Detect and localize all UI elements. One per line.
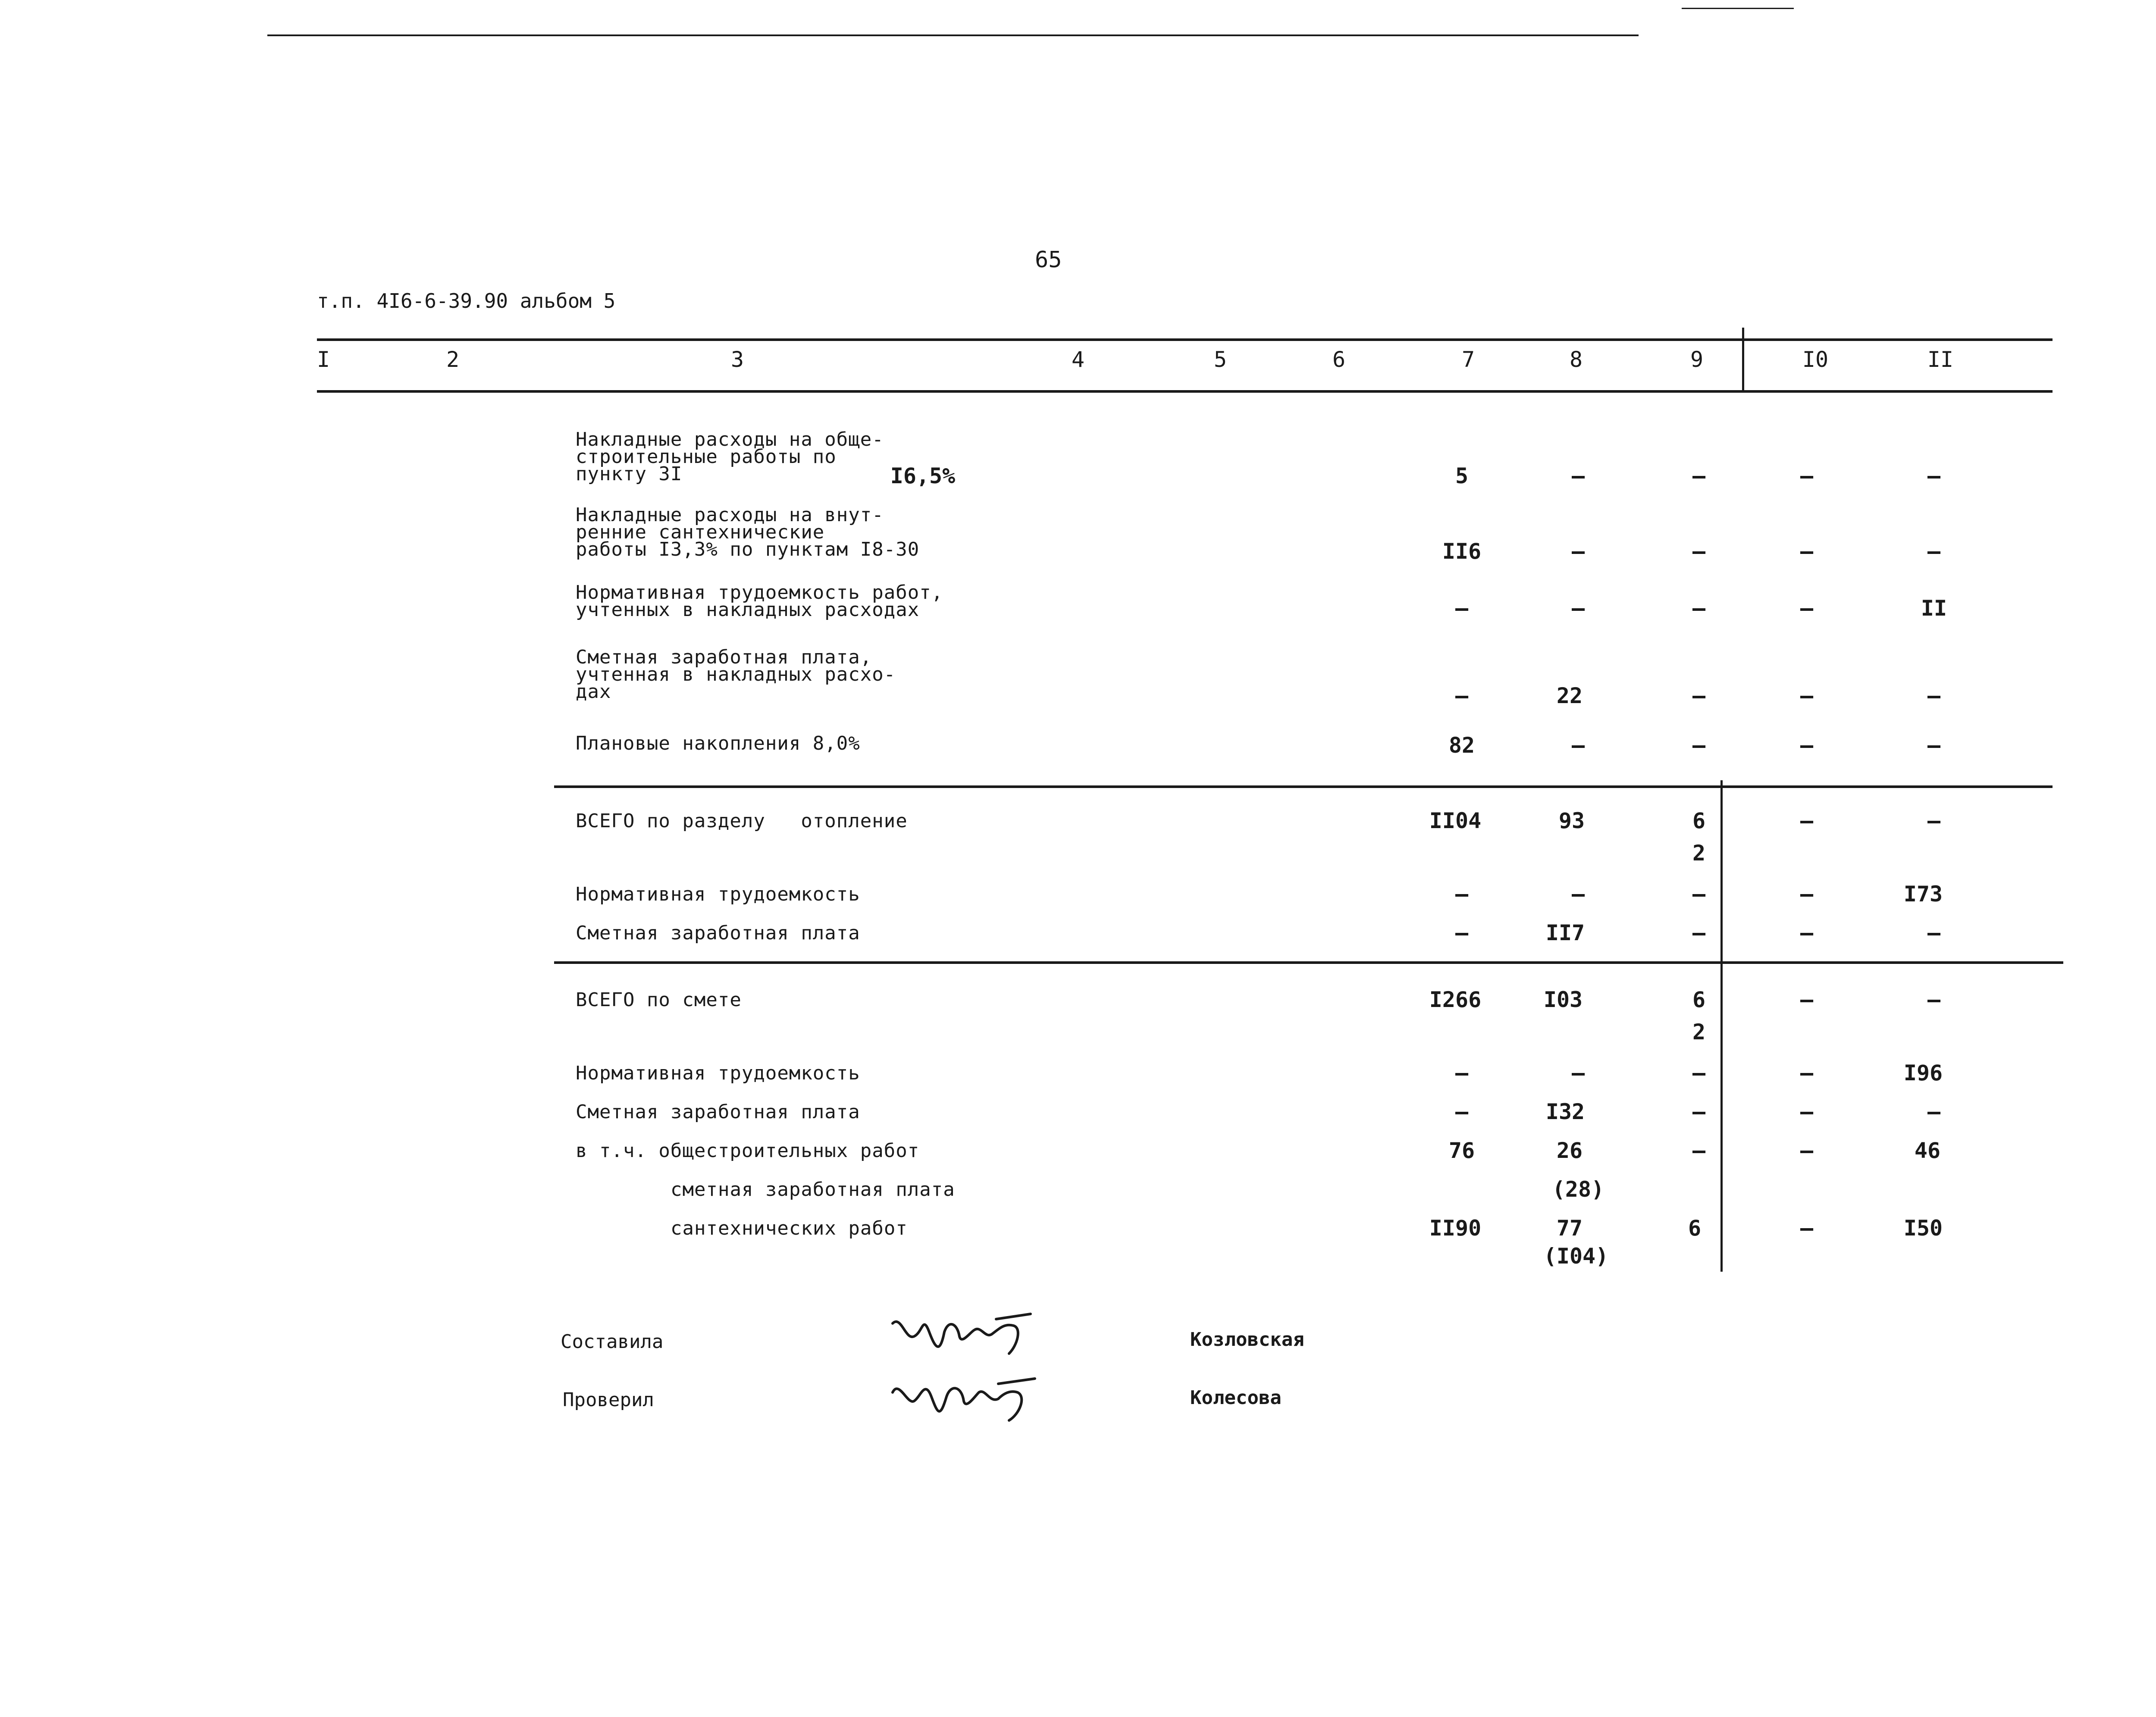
cell-c10: – [1800,683,1814,708]
cell-c7: I266 [1429,987,1482,1012]
cell-c10: – [1800,463,1814,488]
cell-c10: – [1800,1060,1814,1085]
composed-by-name: Козловская [1190,1329,1304,1351]
cell-c8: – [1571,463,1585,488]
cell-c8: I32 [1545,1099,1585,1124]
cell-c9: – [1692,539,1706,564]
row-label: Сметная заработная плата, учтенная в накладных расхо- дах [576,646,896,703]
row-label: Сметная заработная плата [576,1101,860,1123]
top-rule [267,34,1639,36]
row-label: Накладные расходы на обще- строительные работы по пункту 3I [576,428,884,485]
row-label: Сметная заработная плата [576,922,860,944]
cell-c9-second: 2 [1692,1020,1706,1045]
row-label-indented: сметная заработная плата [671,1179,955,1201]
cell-c7: – [1455,683,1469,708]
composed-by-label: Составила [561,1331,664,1353]
cell-c10: – [1800,733,1814,758]
cell-c8-second: (I04) [1543,1244,1609,1269]
section-rule-2 [554,961,2063,964]
cell-c7: – [1455,882,1469,907]
cell-c9: – [1692,733,1706,758]
cell-c7: 5 [1455,463,1469,488]
row-label: Нормативная трудоемкость [576,883,860,905]
col-header-3: 3 [730,347,744,372]
cell-c9: – [1692,1060,1706,1085]
cell-c11: – [1927,463,1941,488]
cell-c7: – [1455,1060,1469,1085]
checked-by-label: Проверил [563,1389,654,1411]
cell-c11: I96 [1903,1060,1943,1085]
cell-c7: II90 [1429,1216,1482,1241]
cell-c9: 6 [1692,987,1706,1012]
cell-c8: – [1571,1060,1585,1085]
cell-c11: I73 [1903,882,1943,907]
cell-c10: – [1800,596,1814,621]
row-label: Накладные расходы на внут- ренние сантехнические работы I3,3% по пунктам I8-30 [576,504,920,560]
col-header-6: 6 [1332,347,1346,372]
cell-c7: – [1455,1099,1469,1124]
cell-c8: 22 [1556,683,1583,708]
cell-c9: 6 [1692,808,1706,833]
cell-c8: – [1571,882,1585,907]
row-label: ВСЕГО по смете [576,989,742,1011]
row-label: Нормативная трудоемкость работ, учтенных в накладных расходах [576,582,943,621]
cell-c8: I03 [1543,987,1583,1012]
row-label: ВСЕГО по разделу отопление [576,810,908,832]
cell-c11: – [1927,987,1941,1012]
col-header-8: 8 [1569,347,1583,372]
cell-c9: – [1692,920,1706,945]
cell-c11: – [1927,683,1941,708]
cell-c10: – [1800,539,1814,564]
col-header-2: 2 [446,347,460,372]
col-header-1: I [317,347,330,372]
cell-c9: 6 [1688,1216,1702,1241]
row-rate: I6,5% [890,463,956,488]
cell-c11: – [1927,1099,1941,1124]
col-header-9: 9 [1690,347,1704,372]
table-header-bottom-rule [317,390,2053,393]
cell-c7: – [1455,920,1469,945]
signature-checked [888,1367,1044,1427]
col-header-7: 7 [1461,347,1475,372]
cell-c9: – [1692,1099,1706,1124]
cell-c7: 82 [1448,733,1475,758]
col-header-11: II [1927,347,1954,372]
cell-c10: – [1800,987,1814,1012]
cell-c11: – [1927,808,1941,833]
cell-c9: – [1692,596,1706,621]
row-label: Нормативная трудоемкость [576,1062,860,1084]
checked-by-name: Колесова [1190,1387,1282,1409]
row-label-indented: сантехнических работ [671,1217,908,1239]
col-header-5: 5 [1213,347,1227,372]
cell-c8: 26 [1556,1138,1583,1163]
cell-c11: – [1927,539,1941,564]
cell-c7: II6 [1442,539,1482,564]
row-label: Плановые накопления 8,0% [576,732,860,754]
cell-c8: (28) [1552,1177,1604,1202]
cell-c7: II04 [1429,808,1482,833]
cell-c7: – [1455,596,1469,621]
cell-c9: – [1692,882,1706,907]
cell-c9: – [1692,1138,1706,1163]
cell-c10: – [1800,1216,1814,1241]
cell-c10: – [1800,1099,1814,1124]
cell-c9-second: 2 [1692,841,1706,866]
cell-c8: II7 [1545,920,1585,945]
cell-c8: – [1571,596,1585,621]
cell-c11: 46 [1914,1138,1941,1163]
cell-c8: – [1571,539,1585,564]
cell-c10: – [1800,882,1814,907]
cell-c10: – [1800,1138,1814,1163]
top-rule-right [1682,8,1794,9]
doc-reference: т.п. 4I6-6-39.90 альбом 5 [317,289,616,313]
table-header-top-rule [317,338,2053,341]
cell-c8: – [1571,733,1585,758]
cell-c11: – [1927,920,1941,945]
cell-c10: – [1800,920,1814,945]
cell-c9: – [1692,683,1706,708]
page-number: 65 [1035,247,1062,273]
col-header-4: 4 [1071,347,1085,372]
cell-c9: – [1692,463,1706,488]
cell-c10: – [1800,808,1814,833]
section-rule-1 [554,785,2053,788]
cell-c11: II [1921,596,1947,621]
signature-composed [888,1306,1044,1362]
col-header-10: I0 [1802,347,1829,372]
cell-c11: I50 [1903,1216,1943,1241]
cell-c11: – [1927,733,1941,758]
cell-c7: 76 [1448,1138,1475,1163]
row-label: в т.ч. общестроительных работ [576,1140,920,1162]
cell-c8: 77 [1556,1216,1583,1241]
cell-c8: 93 [1558,808,1585,833]
col-9-10-divider-header [1742,328,1744,392]
